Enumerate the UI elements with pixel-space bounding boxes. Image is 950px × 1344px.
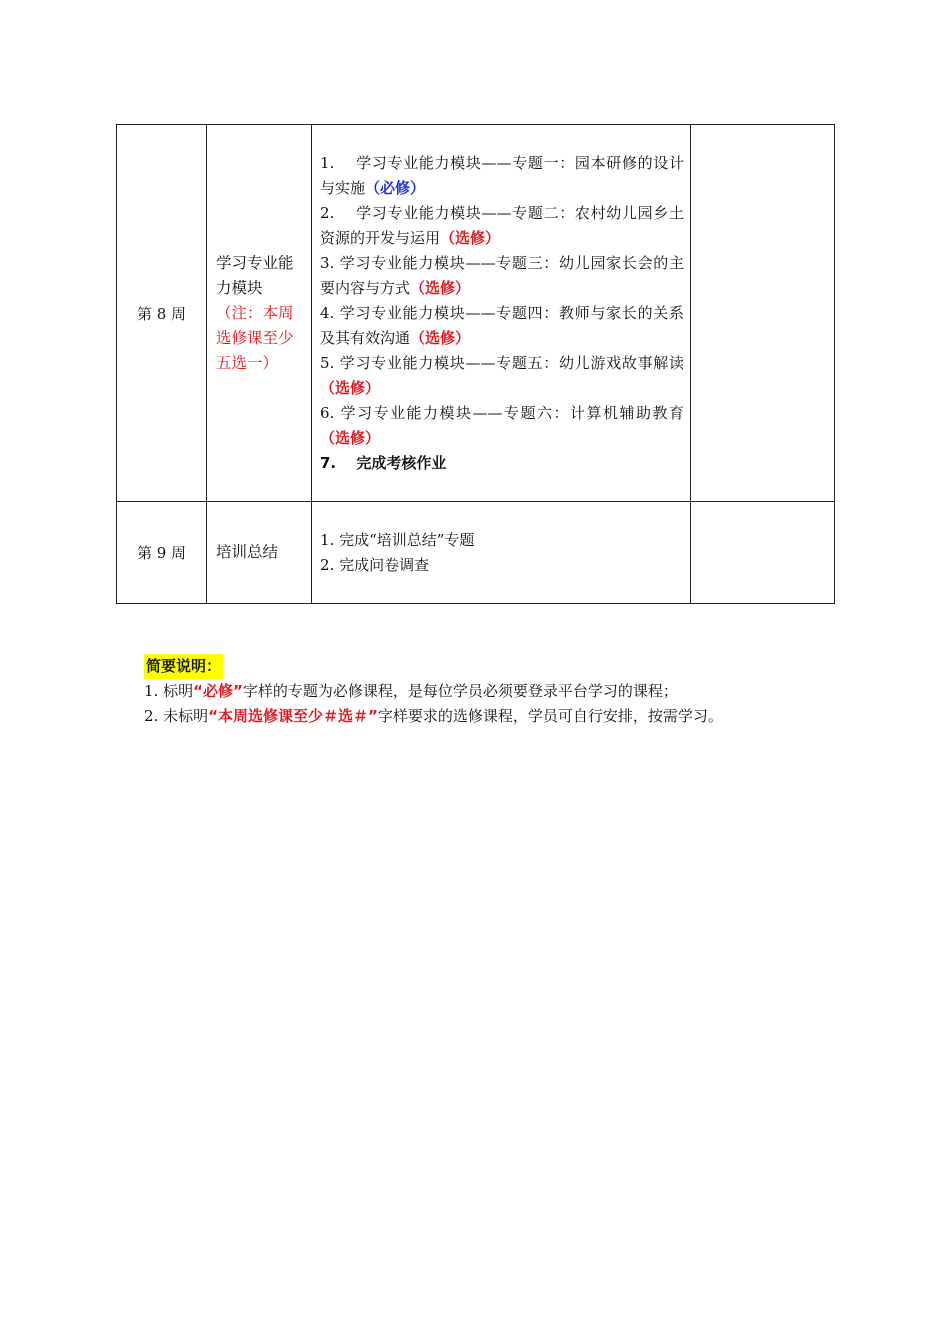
elective-tag: （选修） (320, 378, 381, 397)
list-item-assignment: 7. 完成考核作业 (320, 453, 447, 472)
content-cell (312, 125, 691, 502)
module-cell (207, 125, 312, 502)
module-title: 培训总结 (216, 543, 279, 561)
elective-tag: （选修） (410, 328, 471, 347)
module-note: （注：本周选修课至少五选一） (216, 303, 294, 372)
module-title: 学习专业能力模块 (216, 253, 294, 297)
list-item: 2. 学习专业能力模块——专题二：农村幼儿园乡土资源的开发与运用（选修） (320, 203, 684, 247)
notes-section (144, 654, 723, 729)
remarks-cell (691, 502, 835, 604)
elective-tag: （选修） (320, 428, 381, 447)
remarks-cell (691, 125, 835, 502)
list-item: 6. 学习专业能力模块——专题六：计算机辅助教育（选修） (320, 403, 684, 447)
week-cell: 第 8 周 (117, 125, 207, 502)
notes-line: 2. 未标明“本周选修课至少＃选＃”字样要求的选修课程，学员可自行安排，按需学习。 (144, 707, 723, 725)
content-cell (312, 502, 691, 604)
schedule-table (116, 124, 835, 604)
list-item: 4. 学习专业能力模块——专题四：教师与家长的关系及其有效沟通（选修） (320, 303, 684, 347)
list-item: 5. 学习专业能力模块——专题五：幼儿游戏故事解读（选修） (320, 353, 684, 397)
module-cell (207, 502, 312, 604)
required-emphasis: “必修” (193, 682, 243, 700)
list-item: 1. 学习专业能力模块——专题一：园本研修的设计与实施（必修） (320, 153, 684, 197)
list-item: 3. 学习专业能力模块——专题三：幼儿园家长会的主要内容与方式（选修） (320, 253, 684, 297)
notes-title: 简要说明： (144, 654, 223, 679)
list-item: 2. 完成问卷调查 (320, 555, 430, 574)
elective-tag: （选修） (440, 228, 501, 247)
table-row (117, 125, 835, 502)
elective-emphasis: “本周选修课至少＃选＃” (208, 707, 378, 725)
notes-line: 1. 标明“必修”字样的专题为必修课程，是每位学员必须要登录平台学习的课程； (144, 682, 678, 700)
elective-tag: （选修） (410, 278, 471, 297)
week-cell: 第 9 周 (117, 502, 207, 604)
list-item: 1. 完成“培训总结”专题 (320, 530, 475, 549)
required-tag: （必修） (365, 178, 426, 197)
table-row (117, 502, 835, 604)
